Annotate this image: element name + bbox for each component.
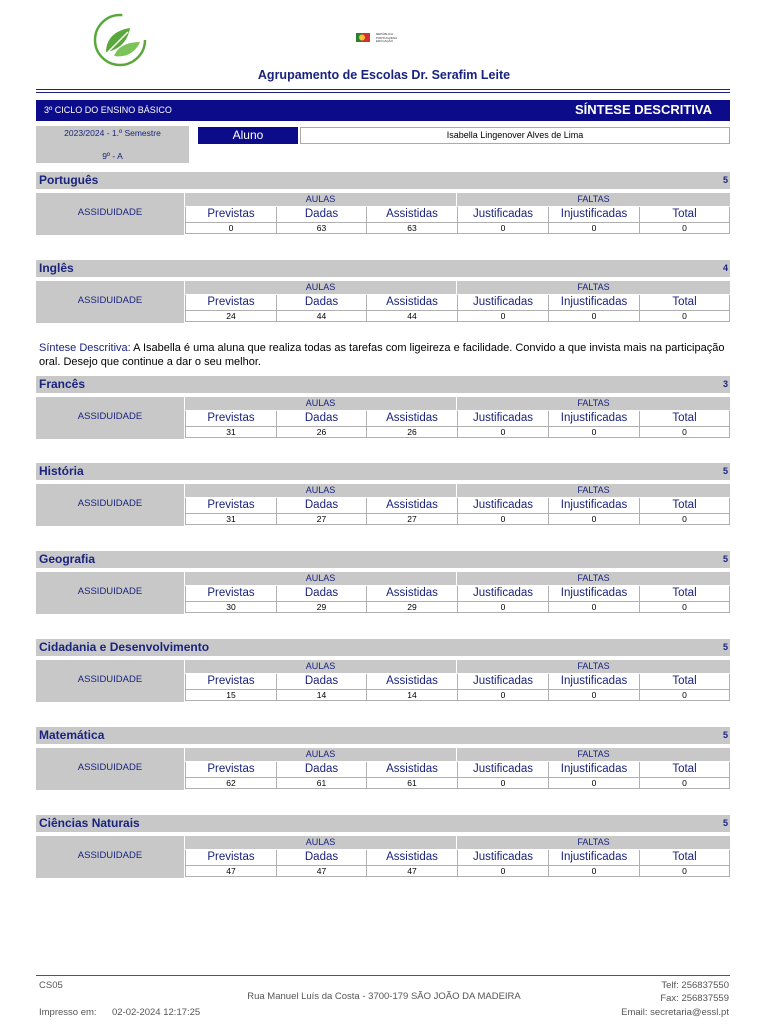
sintese-text: A Isabella é uma aluna que realiza todas as tarefas com ligeireza e facilidade. Convido a que invista mais na participação oral. Desejo que continue a dar o seu melhor.: [39, 342, 725, 368]
value-cell: 44: [366, 310, 457, 322]
column-header: Assistidas: [366, 207, 457, 222]
subject-name: Cidadania e Desenvolvimento: [39, 640, 210, 654]
value-cell: 47: [276, 865, 366, 877]
printed-label: Impresso em:: [39, 1007, 97, 1018]
school-logo-icon: [92, 12, 148, 68]
column-header: Justificadas: [457, 207, 548, 222]
title-bar: [36, 100, 730, 121]
value-cell: 44: [276, 310, 366, 322]
subject-block: [36, 551, 730, 615]
values-row: [185, 777, 730, 789]
column-header: Assistidas: [366, 498, 457, 513]
column-header: Previstas: [185, 674, 276, 689]
subject-name: Geografia: [39, 552, 96, 566]
assiduidade-label: ASSIDUIDADE: [36, 660, 184, 702]
column-header: Injustificadas: [548, 850, 639, 865]
column-header: Total: [639, 295, 730, 310]
subject-grade: 5: [722, 642, 728, 652]
aulas-header: AULAS: [185, 660, 456, 673]
value-cell: 0: [639, 689, 730, 701]
value-cell: 29: [276, 601, 366, 613]
value-cell: 0: [548, 426, 639, 438]
subject-grade: 5: [722, 175, 728, 185]
column-header: Previstas: [185, 586, 276, 601]
value-cell: 61: [276, 777, 366, 789]
class-label: 9º - A: [102, 151, 123, 161]
column-header: Injustificadas: [548, 586, 639, 601]
subject-header: [36, 260, 730, 277]
column-header: Dadas: [276, 586, 366, 601]
value-cell: 61: [366, 777, 457, 789]
value-cell: 62: [185, 777, 276, 789]
column-header: Total: [639, 586, 730, 601]
year-semester: 2023/2024 - 1.º Semestre: [64, 128, 161, 138]
column-headers: [185, 207, 730, 222]
subject-name: Matemática: [39, 728, 105, 742]
assiduidade-label: ASSIDUIDADE: [36, 748, 184, 790]
values-row: [185, 601, 730, 613]
value-cell: 63: [276, 222, 366, 234]
column-header: Assistidas: [366, 295, 457, 310]
column-header: Justificadas: [457, 674, 548, 689]
value-cell: 0: [639, 601, 730, 613]
subject-grade: 5: [722, 730, 728, 740]
column-headers: [185, 850, 730, 865]
assiduidade-label: ASSIDUIDADE: [36, 836, 184, 878]
faltas-header: FALTAS: [457, 484, 730, 497]
value-cell: 0: [548, 310, 639, 322]
value-cell: 0: [548, 689, 639, 701]
column-header: Dadas: [276, 762, 366, 777]
value-cell: 31: [185, 426, 276, 438]
column-header: Dadas: [276, 674, 366, 689]
column-header: Previstas: [185, 762, 276, 777]
column-header: Injustificadas: [548, 411, 639, 426]
column-header: Injustificadas: [548, 207, 639, 222]
aulas-header: AULAS: [185, 572, 456, 585]
sintese-label: Síntese Descritiva:: [39, 342, 131, 354]
value-cell: 27: [366, 513, 457, 525]
values-row: [185, 310, 730, 322]
column-headers: [185, 295, 730, 310]
aulas-header: AULAS: [185, 484, 456, 497]
column-header: Justificadas: [457, 295, 548, 310]
value-cell: 29: [366, 601, 457, 613]
subject-block: [36, 727, 730, 791]
value-cell: 27: [276, 513, 366, 525]
column-header: Dadas: [276, 850, 366, 865]
faltas-header: FALTAS: [457, 748, 730, 761]
column-headers: [185, 674, 730, 689]
value-cell: 0: [457, 777, 548, 789]
value-cell: 0: [457, 865, 548, 877]
cycle-label: 3º CICLO DO ENSINO BÁSICO: [44, 105, 172, 115]
column-headers: [185, 498, 730, 513]
faltas-header: FALTAS: [457, 397, 730, 410]
value-cell: 47: [366, 865, 457, 877]
value-cell: 26: [276, 426, 366, 438]
subject-block: [36, 463, 730, 527]
column-header: Justificadas: [457, 586, 548, 601]
value-cell: 30: [185, 601, 276, 613]
column-headers: [185, 586, 730, 601]
aulas-header: AULAS: [185, 281, 456, 294]
subject-block: [36, 639, 730, 703]
value-cell: 0: [457, 310, 548, 322]
subject-block: [36, 376, 730, 440]
column-headers: [185, 411, 730, 426]
faltas-header: FALTAS: [457, 572, 730, 585]
footer-address: Rua Manuel Luís da Costa - 3700-179 SÃO JOÃO DA MADEIRA: [247, 991, 521, 1002]
column-header: Previstas: [185, 295, 276, 310]
value-cell: 0: [639, 310, 730, 322]
column-header: Total: [639, 850, 730, 865]
subject-header: [36, 172, 730, 189]
subject-grade: 4: [722, 263, 728, 273]
document-title: SÍNTESE DESCRITIVA: [574, 102, 712, 117]
subject-name: História: [39, 464, 84, 478]
value-cell: 0: [457, 601, 548, 613]
column-header: Assistidas: [366, 586, 457, 601]
value-cell: 0: [639, 513, 730, 525]
column-header: Assistidas: [366, 411, 457, 426]
column-header: Total: [639, 207, 730, 222]
column-header: Justificadas: [457, 850, 548, 865]
faltas-header: FALTAS: [457, 281, 730, 294]
values-row: [185, 222, 730, 234]
footer-phone: Telf: 256837550: [661, 980, 729, 991]
footer-fax: Fax: 256837559: [660, 993, 729, 1004]
subject-header: [36, 639, 730, 656]
subject-grade: 5: [722, 818, 728, 828]
values-row: [185, 689, 730, 701]
value-cell: 0: [639, 777, 730, 789]
subject-name: Português: [39, 173, 99, 187]
republic-logo: [356, 31, 410, 45]
column-header: Total: [639, 762, 730, 777]
column-header: Dadas: [276, 295, 366, 310]
column-header: Total: [639, 674, 730, 689]
faltas-header: FALTAS: [457, 836, 730, 849]
value-cell: 14: [366, 689, 457, 701]
aulas-header: AULAS: [185, 397, 456, 410]
value-cell: 0: [639, 426, 730, 438]
header-rule: [36, 89, 730, 90]
republic-logo-text: REPÚBLICA PORTUGUESA EDUCAÇÃO: [376, 32, 397, 43]
column-header: Total: [639, 411, 730, 426]
column-header: Assistidas: [366, 850, 457, 865]
aulas-header: AULAS: [185, 836, 456, 849]
column-header: Injustificadas: [548, 295, 639, 310]
faltas-header: FALTAS: [457, 193, 730, 206]
column-header: Assistidas: [366, 762, 457, 777]
value-cell: 24: [185, 310, 276, 322]
subject-block: [36, 815, 730, 879]
column-header: Total: [639, 498, 730, 513]
column-header: Previstas: [185, 207, 276, 222]
aulas-header: AULAS: [185, 748, 456, 761]
subject-name: Ciências Naturais: [39, 816, 140, 830]
value-cell: 63: [366, 222, 457, 234]
values-row: [185, 513, 730, 525]
sintese-descritiva: [39, 342, 729, 369]
value-cell: 0: [548, 865, 639, 877]
column-header: Previstas: [185, 411, 276, 426]
subject-header: [36, 815, 730, 832]
student-label: Aluno: [198, 127, 298, 144]
aulas-header: AULAS: [185, 193, 456, 206]
value-cell: 31: [185, 513, 276, 525]
column-header: Injustificadas: [548, 498, 639, 513]
subject-grade: 5: [722, 466, 728, 476]
value-cell: 0: [457, 426, 548, 438]
value-cell: 0: [548, 513, 639, 525]
subject-header: [36, 727, 730, 744]
column-header: Previstas: [185, 498, 276, 513]
column-header: Dadas: [276, 207, 366, 222]
column-header: Dadas: [276, 411, 366, 426]
subject-header: [36, 463, 730, 480]
column-headers: [185, 762, 730, 777]
value-cell: 14: [276, 689, 366, 701]
value-cell: 47: [185, 865, 276, 877]
values-row: [185, 426, 730, 438]
column-header: Previstas: [185, 850, 276, 865]
subject-grade: 3: [722, 379, 728, 389]
school-name: Agrupamento de Escolas Dr. Serafim Leite: [257, 68, 511, 82]
assiduidade-label: ASSIDUIDADE: [36, 397, 184, 439]
assiduidade-label: ASSIDUIDADE: [36, 193, 184, 235]
subject-header: [36, 551, 730, 568]
value-cell: 26: [366, 426, 457, 438]
assiduidade-label: ASSIDUIDADE: [36, 281, 184, 323]
value-cell: 0: [548, 222, 639, 234]
value-cell: 0: [548, 777, 639, 789]
printed-at: 02-02-2024 12:17:25: [112, 1007, 201, 1018]
value-cell: 0: [639, 865, 730, 877]
footer-code: CS05: [39, 980, 63, 991]
subject-name: Inglês: [39, 261, 74, 275]
column-header: Dadas: [276, 498, 366, 513]
column-header: Injustificadas: [548, 762, 639, 777]
value-cell: 0: [457, 513, 548, 525]
value-cell: 0: [639, 222, 730, 234]
subject-block: [36, 260, 730, 324]
footer-rule: [36, 975, 730, 976]
value-cell: 0: [185, 222, 276, 234]
value-cell: 0: [457, 689, 548, 701]
value-cell: 0: [548, 601, 639, 613]
column-header: Justificadas: [457, 762, 548, 777]
assiduidade-label: ASSIDUIDADE: [36, 484, 184, 526]
faltas-header: FALTAS: [457, 660, 730, 673]
footer-email: Email: secretaria@essl.pt: [621, 1007, 729, 1018]
value-cell: 15: [185, 689, 276, 701]
column-header: Assistidas: [366, 674, 457, 689]
student-name: Isabella Lingenover Alves de Lima: [300, 127, 730, 144]
subject-grade: 5: [722, 554, 728, 564]
values-row: [185, 865, 730, 877]
subject-block: [36, 172, 730, 236]
semester-box: [36, 126, 189, 163]
subject-header: [36, 376, 730, 393]
assiduidade-label: ASSIDUIDADE: [36, 572, 184, 614]
column-header: Justificadas: [457, 498, 548, 513]
subject-name: Francês: [39, 377, 86, 391]
value-cell: 0: [457, 222, 548, 234]
column-header: Justificadas: [457, 411, 548, 426]
column-header: Injustificadas: [548, 674, 639, 689]
header-rule-2: [36, 92, 730, 93]
